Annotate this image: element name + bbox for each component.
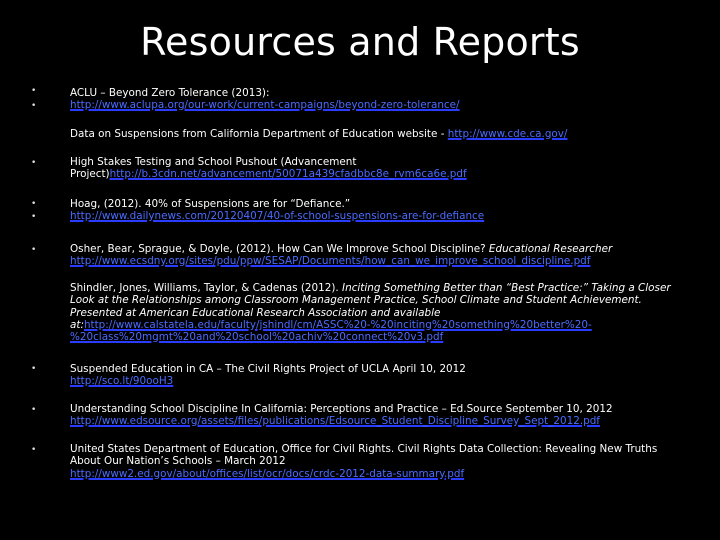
- shindler-at: at:: [70, 318, 84, 331]
- list-item-high-stakes: [70, 156, 690, 181]
- hst-text: High Stakes Testing and School Pushout (Advancement: [70, 156, 357, 168]
- list-item-aclu: [70, 87, 690, 112]
- hst-text-2: Project): [70, 168, 110, 181]
- bullet: •: [31, 101, 37, 111]
- aclu-title: ACLU – Beyond Zero Tolerance (2013):: [70, 87, 270, 99]
- edsource-text: Understanding School Discipline In California: Perceptions and Practice – Ed.Source September 10, 2012: [70, 403, 613, 415]
- bullet: •: [31, 245, 37, 255]
- cde-text: Data on Suspensions from California Department of Education website -: [70, 128, 448, 140]
- shindler-text: Shindler, Jones, Williams, Taylor, & Cadenas (2012).: [70, 282, 343, 294]
- bullet: •: [31, 199, 37, 209]
- osher-text: Osher, Bear, Sprague, & Doyle, (2012). How Can We Improve School Discipline?: [70, 243, 489, 255]
- usde-link[interactable]: http://www2.ed.gov/about/offices/list/ocr/docs/crdc-2012-data-summary.pdf: [70, 467, 465, 480]
- usde-text-2: About Our Nation’s Schools – March 2012: [70, 455, 286, 468]
- hoag-text: Hoag, (2012). 40% of Suspensions are for “Defiance.”: [70, 198, 351, 210]
- edsource-link[interactable]: http://www.edsource.org/assets/files/publications/Edsource_Student_Discipline_Survey_Sept_2012.pdf: [70, 415, 600, 428]
- list-item-edsource: [70, 403, 690, 428]
- shindler-title-1: Inciting Something Better than “Best Practice:” Taking a Closer: [342, 282, 671, 294]
- ucla-link[interactable]: http://sco.lt/90ooH3: [70, 375, 174, 388]
- bullet: •: [31, 212, 37, 222]
- osher-link[interactable]: http://www.ecsdny.org/sites/pdu/ppw/SESAP/Documents/how_can_we_improve_school_discipline.pdf: [70, 255, 591, 268]
- shindler-title-2: Look at the Relationships among Classroom Management Practice, School Climate and Student Achievement.: [70, 294, 642, 307]
- shindler-link-cont[interactable]: %20class%20mgmt%20and%20school%20achiv%20connect%20v3.pdf: [70, 331, 444, 344]
- list-item-usde: [70, 443, 690, 480]
- shindler-link[interactable]: http://www.calstatela.edu/faculty/jshindl/cm/ASSC%20-%20inciting%20something%20better%20-: [83, 318, 592, 331]
- bullet: •: [31, 405, 37, 415]
- osher-journal: Educational Researcher: [488, 243, 613, 255]
- list-item-shindler: [70, 282, 690, 343]
- hst-link[interactable]: http://b.3cdn.net/advancement/50071a439cfadbbc8e_rvm6ca6e.pdf: [109, 168, 467, 181]
- ucla-text: Suspended Education in CA – The Civil Rights Project of UCLA April 10, 2012: [70, 363, 466, 375]
- cde-link[interactable]: http://www.cde.ca.gov/: [447, 128, 568, 140]
- bullet: •: [31, 364, 37, 374]
- page-title: Resources and Reports: [140, 20, 580, 64]
- bullet: •: [31, 158, 37, 168]
- bullet: •: [31, 445, 37, 455]
- bullet: •: [31, 86, 37, 96]
- aclu-link[interactable]: http://www.aclupa.org/our-work/current-campaigns/beyond-zero-tolerance/: [70, 99, 460, 112]
- usde-text: United States Department of Education, Office for Civil Rights. Civil Rights Data Collection: Revealing New Truths: [70, 443, 658, 455]
- list-item-ucla: [70, 363, 690, 388]
- hoag-link[interactable]: http://www.dailynews.com/20120407/40-of-school-suspensions-are-for-defiance: [70, 210, 485, 223]
- list-item-cde: [70, 128, 690, 140]
- list-item-hoag: [70, 198, 690, 223]
- list-item-osher: [70, 243, 690, 268]
- shindler-title-3: Presented at American Educational Research Association and available: [70, 306, 441, 319]
